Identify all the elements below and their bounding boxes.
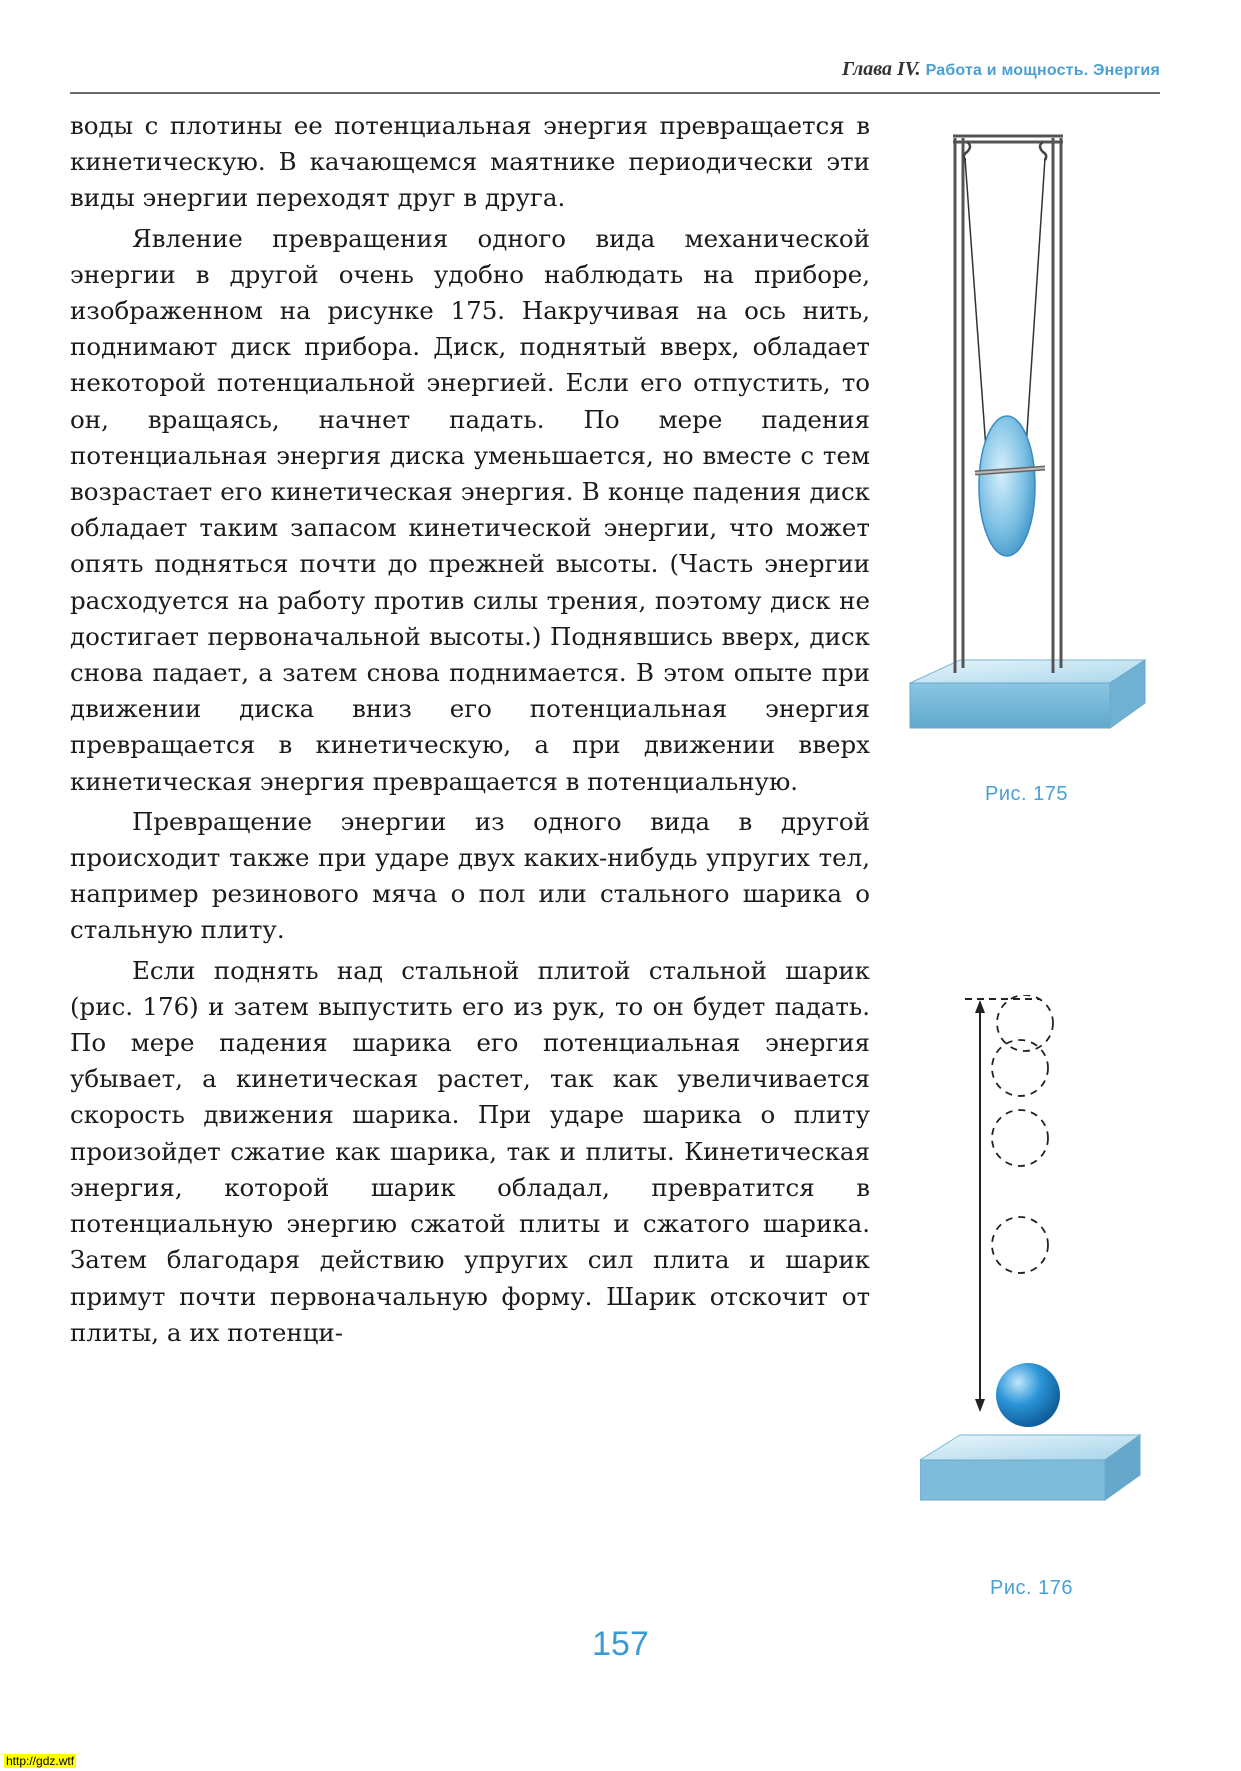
paragraph-2: Явление превращения одного вида механической энергии в другой очень удобно наблюдать на приборе, изображенном на рисунке 175. Накручивая на ось нить, поднимают диск прибора. Диск, поднятый вверх, обладает некоторой потенциальной энергией. Если его отпустить, то он, вращаясь, начнет падать. По мере падения потенциальная энергия диска уменьшается, но вместе с тем возрастает его кинетическая энергия. В конце падения диск обладает таким запасом кинетической энергии, что может опять подняться почти до прежней высоты. (Часть энергии расходуется на работу против силы трения, поэтому диск не достигает первоначальной высоты.) Поднявшись вверх, диск снова падает, а затем снова поднимается. В этом опыте при движении диска вниз его потенциальная энергия превращается в кинетическую, а при движении вверх кинетическая энергия превращается в потенциальную. [70, 223, 870, 796]
steel-ball [996, 1363, 1060, 1427]
figure-176-caption: Рис. 176 [990, 1577, 1073, 1599]
paragraph-3: Превращение энергии из одного вида в другой происходит также при ударе двух каких-нибудь упругих тел, например резинового мяча о пол или стального шарика о стальную плиту. [70, 806, 870, 945]
chapter-title [842, 58, 1160, 81]
ball-trajectory-positions [992, 995, 1053, 1273]
paragraph-4: Если поднять над стальной плитой стальной шарик (рис. 176) и затем выпустить его из рук, то он будет падать. По мере падения шарика его потенциальная энергия убывает, а кинетическая растет, так как увеличивается скорость движения шарика. При ударе шарика о плиту произойдет сжатие как шарика, так и плиты. Кинетическая энергия, которой шарик обладал, превратится в потенциальную энергию сжатой плиты и сжатого шарика. Затем благодаря действию упругих сил плита и шарик примут почти первоначальную форму. Шарик отскочит от плиты, а их потенци- [70, 955, 870, 1347]
steel-plate [920, 1435, 1140, 1500]
figure-176-bouncing-ball [920, 995, 1160, 1595]
figure-175-maxwell-pendulum [905, 128, 1155, 748]
pendulum-illustration [905, 128, 1155, 748]
chapter-number: Глава IV. [841, 58, 921, 80]
height-arrow [965, 999, 1040, 1412]
chapter-name: Работа и мощность. Энергия [925, 62, 1160, 79]
hooks [964, 142, 1046, 160]
ball-illustration [920, 995, 1160, 1595]
source-watermark[interactable]: http://gdz.wtf [6, 1754, 75, 1768]
base-plate [910, 660, 1145, 728]
running-header [70, 58, 1160, 90]
body-text [70, 108, 870, 1351]
page-number: 157 [592, 1625, 649, 1663]
paragraph-1: воды с плотины ее потенциальная энергия превращается в кинетическую. В качающемся маятнике периодически эти виды энергии переходят друг в друга. [70, 111, 870, 213]
header-rule [70, 92, 1160, 94]
figure-175-caption: Рис. 175 [985, 783, 1068, 805]
